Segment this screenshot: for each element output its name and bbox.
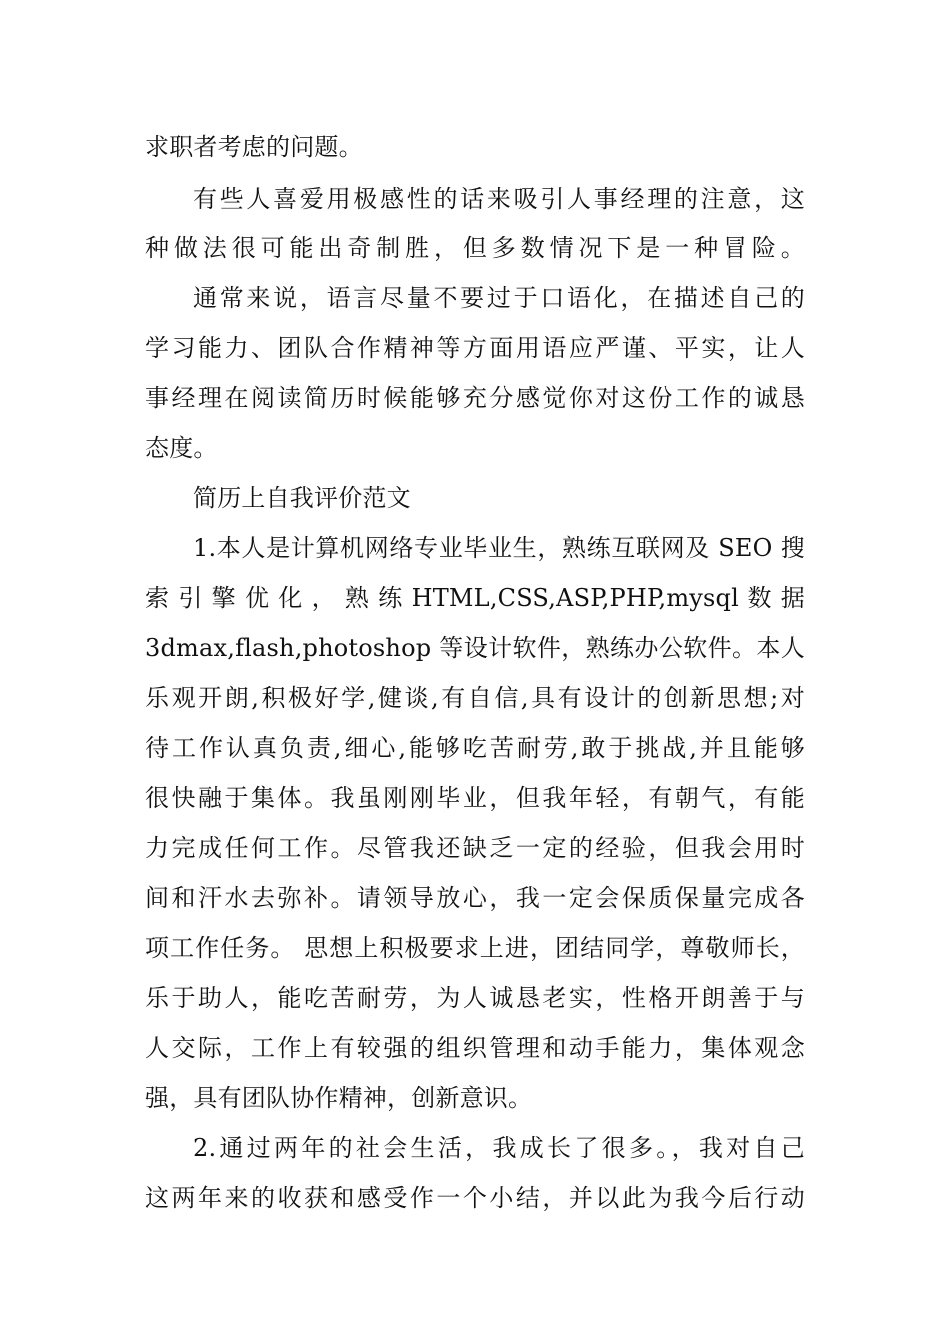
text-line: 待工作认真负责,细心,能够吃苦耐劳,敢于挑战,并且能够 (145, 734, 805, 762)
text-line: 2.通过两年的社会生活，我成长了很多。，我对自己 (193, 1134, 805, 1162)
text-line: 很快融于集体。我虽刚刚毕业，但我年轻，有朝气，有能 (145, 784, 805, 812)
text-line: 乐于助人，能吃苦耐劳，为人诚恳老实，性格开朗善于与 (145, 984, 805, 1012)
text-line: 求职者考虑的问题。 (145, 133, 363, 161)
text-line: 项工作任务。 思想上积极要求上进，团结同学，尊敬师长， (145, 934, 805, 962)
text-line: 学习能力、团队合作精神等方面用语应严谨、平实，让人 (145, 334, 805, 362)
text-line: 态度。 (145, 434, 218, 462)
text-line: 3dmax,flash,photoshop 等设计软件，熟练办公软件。本人 (145, 634, 805, 662)
section-heading: 简历上自我评价范文 (193, 484, 411, 512)
text-line: 强，具有团队协作精神，创新意识。 (145, 1084, 533, 1112)
text-line: 事经理在阅读简历时候能够充分感觉你对这份工作的诚恳 (145, 384, 805, 412)
text-line: 1.本人是计算机网络专业毕业生，熟练互联网及 SEO 搜 (193, 534, 805, 562)
text-line: 力完成任何工作。尽管我还缺乏一定的经验，但我会用时 (145, 834, 805, 862)
text-line: 通常来说，语言尽量不要过于口语化，在描述自己的 (193, 284, 805, 312)
text-line: 人交际，工作上有较强的组织管理和动手能力，集体观念 (145, 1034, 805, 1062)
text-line: 这两年来的收获和感受作一个小结，并以此为我今后行动 (145, 1184, 805, 1212)
text-line: 乐观开朗,积极好学,健谈,有自信,具有设计的创新思想;对 (145, 684, 805, 712)
text-line: 间和汗水去弥补。请领导放心，我一定会保质保量完成各 (145, 884, 805, 912)
text-line: 种做法很可能出奇制胜，但多数情况下是一种冒险。 (145, 234, 805, 262)
text-line: 有些人喜爱用极感性的话来吸引人事经理的注意，这 (193, 185, 805, 213)
text-line: 索 引 擎 优 化 ， 熟 练 HTML,CSS,ASP,PHP,mysql 数 据 (145, 584, 805, 612)
